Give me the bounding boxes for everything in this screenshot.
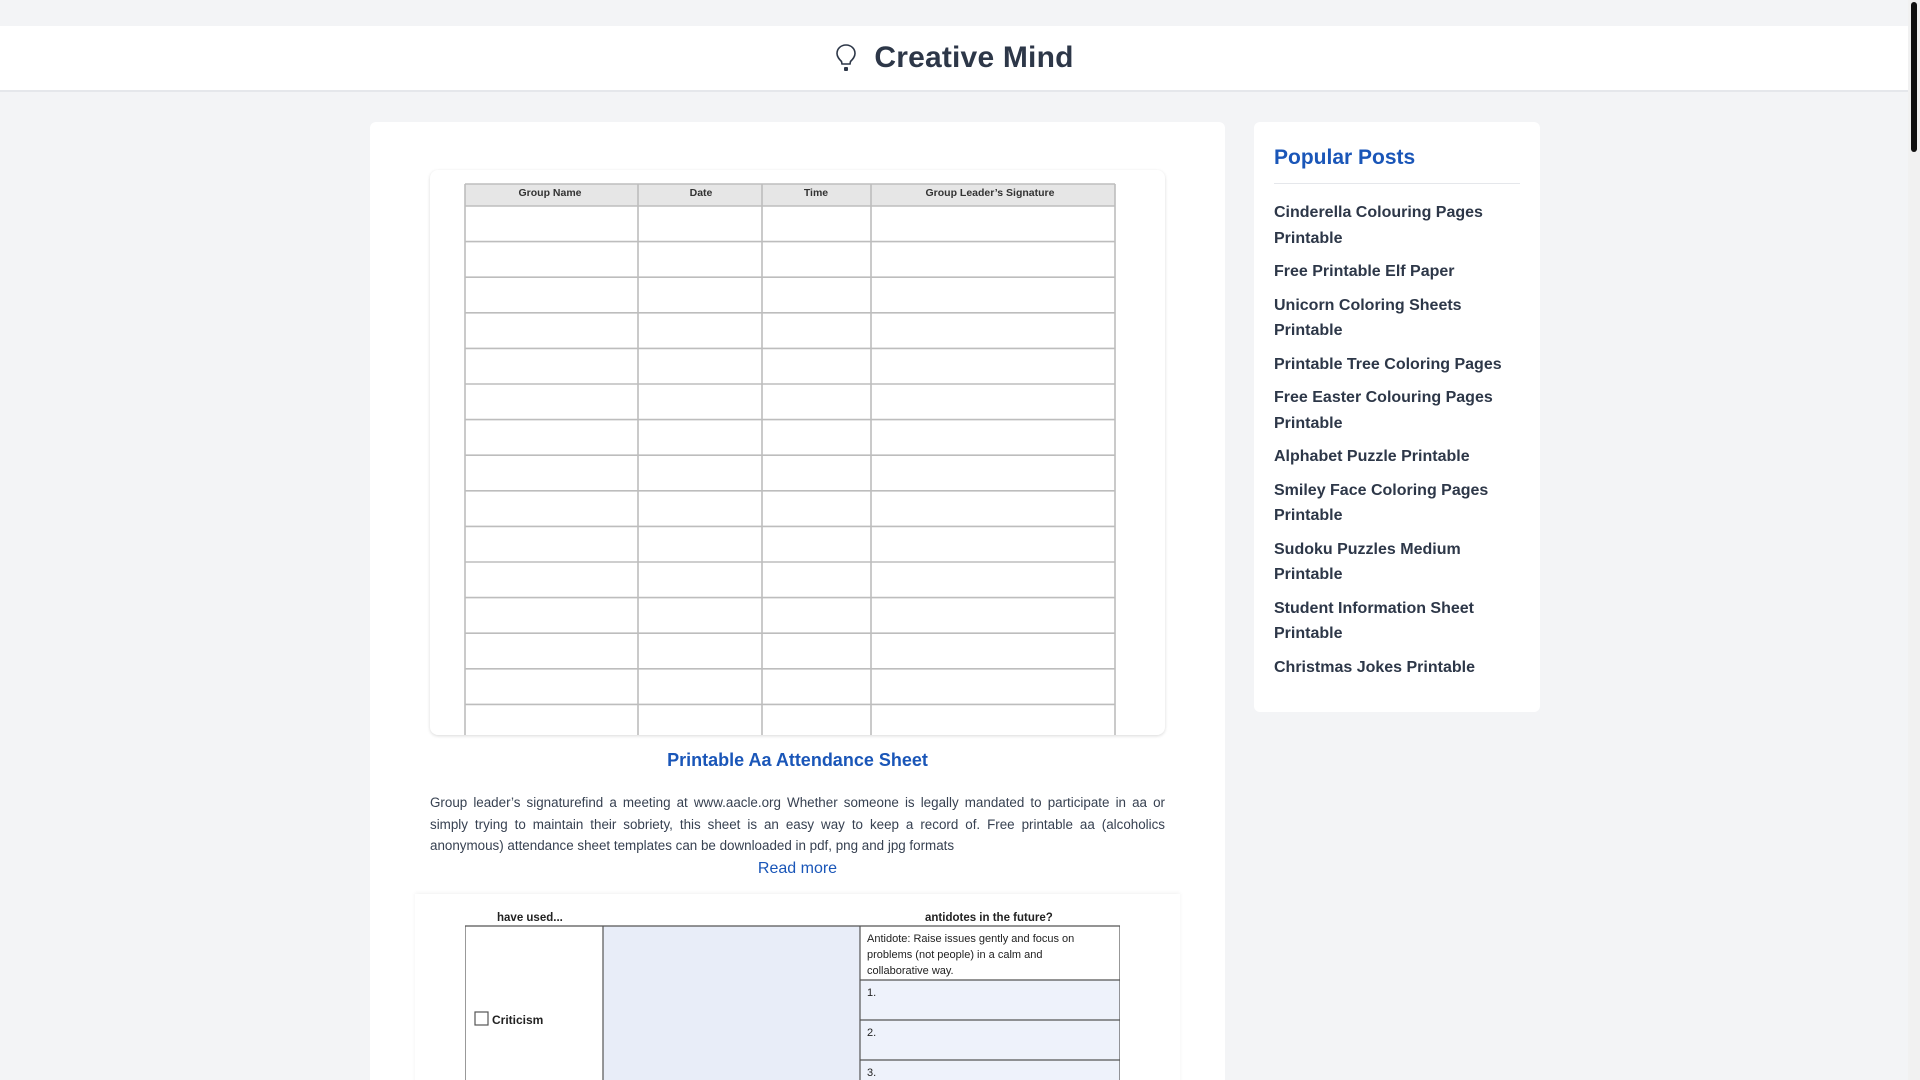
popular-post-link[interactable]: Cinderella Colouring Pages Printable	[1274, 204, 1483, 247]
sheet-header-group-name: Group Name	[518, 187, 582, 199]
antidote-line: problems (not people) in a calm and	[867, 949, 1043, 961]
sidebar-title: Popular Posts	[1274, 146, 1520, 184]
site-header	[0, 26, 1908, 92]
page-scrollbar[interactable]	[1908, 0, 1920, 1080]
popular-post-link[interactable]: Unicorn Coloring Sheets Printable	[1274, 296, 1462, 339]
numbered-line: 2.	[867, 1027, 877, 1039]
post-thumbnail[interactable]	[430, 170, 1165, 735]
popular-post-link[interactable]: Christmas Jokes Printable	[1274, 658, 1475, 676]
sheet-header-signature: Group Leader’s Signature	[925, 187, 1055, 199]
popular-post-link[interactable]: Student Information Sheet Printable	[1274, 599, 1474, 642]
scrollbar-thumb[interactable]	[1911, 2, 1917, 152]
popular-post-link[interactable]: Smiley Face Coloring Pages Printable	[1274, 481, 1489, 524]
attendance-sheet-image	[430, 170, 1165, 735]
post-thumbnail[interactable]	[465, 912, 1120, 1080]
sheet-header-date: Date	[689, 187, 713, 199]
antidote-line: Antidote: Raise issues gently and focus on	[867, 933, 1075, 945]
popular-post-link[interactable]: Sudoku Puzzles Medium Printable	[1274, 540, 1461, 583]
antidote-line: collaborative way.	[867, 965, 954, 977]
post-title[interactable]: Printable Aa Attendance Sheet	[667, 750, 928, 770]
read-more-link[interactable]: Read more	[757, 860, 838, 877]
lightbulb-icon	[834, 43, 858, 73]
site-brand[interactable]	[834, 41, 1073, 75]
main-content	[370, 122, 1225, 1080]
popular-post-link[interactable]: Alphabet Puzzle Printable	[1274, 448, 1470, 465]
post-excerpt: Group leader’s signaturefind a meeting at www.aacle.org Whether someone is legally mandated to participate in aa or simply trying to maintain their sobriety, this sheet is an easy way to keep a record of. Free printable aa (alcoholics anonymous) attendance sheet templates can be downloaded in pdf, png and jpg formats	[430, 795, 1165, 853]
post-card	[415, 894, 1180, 1080]
sheet-header-time: Time	[803, 187, 829, 199]
popular-post-link[interactable]: Printable Tree Coloring Pages	[1274, 355, 1502, 373]
sheet-header-right: antidotes in the future?	[925, 912, 1053, 924]
numbered-line: 3.	[867, 1067, 877, 1079]
popular-post-link[interactable]: Free Easter Colouring Pages Printable	[1274, 389, 1493, 432]
numbered-line: 1.	[867, 987, 877, 999]
sheet-header-left: have used...	[497, 912, 563, 924]
top-strip	[0, 0, 1908, 26]
sheet-row-label: Criticism	[492, 1013, 544, 1027]
popular-posts-list	[1274, 200, 1520, 680]
popular-post-link[interactable]: Free Printable Elf Paper	[1274, 263, 1455, 280]
sidebar	[1254, 122, 1540, 712]
site-title: Creative Mind	[874, 41, 1074, 74]
